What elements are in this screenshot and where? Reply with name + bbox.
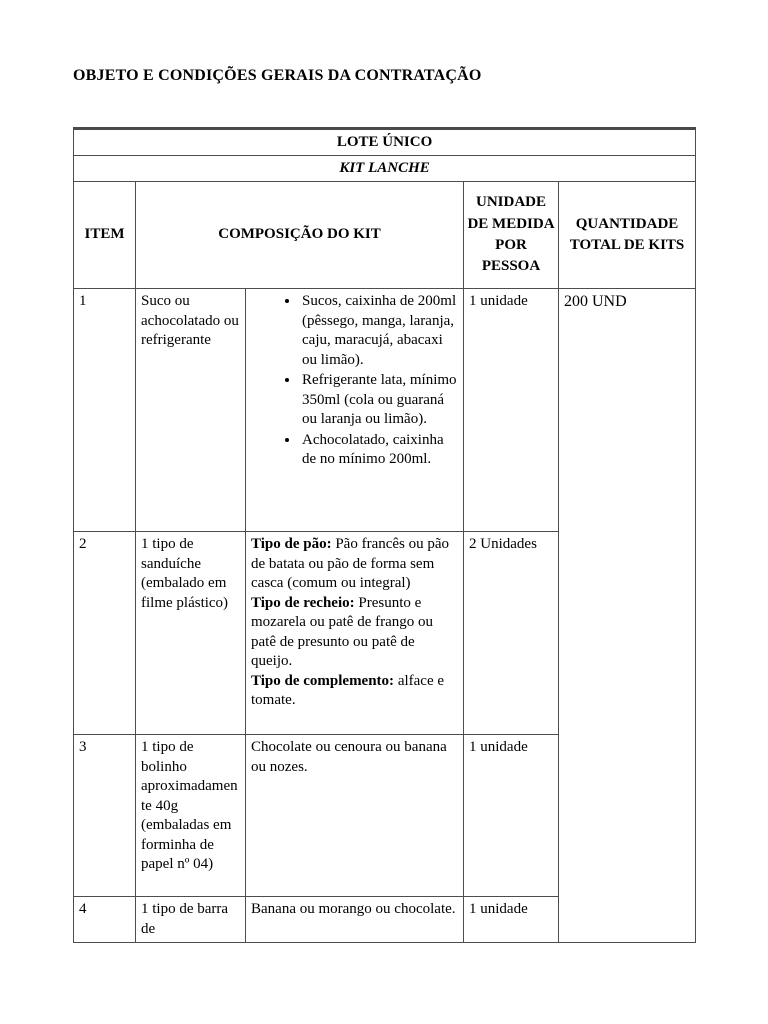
item-number-cell: 2 [74,532,136,735]
detail-text: Presunto e mozarela ou patê de frango ou patê de presunto ou patê de queijo. [251,594,433,669]
detail-label: Tipo de complemento: [251,672,395,689]
col-header-item: ITEM [74,182,136,289]
composition-detail-cell [246,532,464,735]
composition-detail-cell [246,289,464,532]
composition-detail-cell: Chocolate ou cenoura ou banana ou nozes. [246,735,464,897]
item-number-cell: 3 [74,735,136,897]
detail-paragraph [251,594,458,672]
lot-header-row [74,129,696,156]
composition-name-cell: 1 tipo de barra de [136,897,246,943]
page-title: OBJETO E CONDIÇÕES GERAIS DA CONTRATAÇÃO [73,67,482,84]
composition-name-cell: 1 tipo de sanduíche (embalado em filme plástico) [136,532,246,735]
unit-cell: 1 unidade [464,289,559,532]
composition-detail-cell: Banana ou morango ou chocolate. [246,897,464,943]
detail-text: Pão francês ou pão de batata ou pão de forma sem casca (comum ou integral) [251,536,450,591]
col-header-unit: UNIDADE DE MEDIDA POR PESSOA [464,182,559,289]
kit-header-row [74,156,696,182]
item-number-cell: 4 [74,897,136,943]
detail-label: Tipo de recheio: [251,594,355,611]
composition-bullet-list [251,292,458,470]
item-number-cell: 1 [74,289,136,532]
col-header-quantity: QUANTIDADE TOTAL DE KITS [559,182,696,289]
bullet-item: • Sucos, caixinha de 200ml (pêssego, manga, laranja, caju, maracujá, abacaxi ou limão). [300,292,458,370]
bullet-item: • Achocolatado, caixinha de no mínimo 200ml. [300,431,458,470]
detail-text: alface e tomate. [251,672,445,708]
detail-label: Tipo de pão: [251,536,332,552]
kit-header-cell: KIT LANCHE [74,156,696,182]
document-content [73,67,696,943]
table-row-1 [74,289,696,532]
unit-cell: 2 Unidades [464,532,559,735]
column-header-row [74,182,696,289]
col-header-composition: COMPOSIÇÃO DO KIT [136,182,464,289]
detail-paragraph [251,535,458,594]
composition-name-cell: 1 tipo de bolinho aproximadamente 40g (embaladas em forminha de papel nº 04) [136,735,246,897]
unit-cell: 1 unidade [464,735,559,897]
unit-cell: 1 unidade [464,897,559,943]
contract-table [73,127,696,943]
bullet-item: • Refrigerante lata, mínimo 350ml (cola ou guaraná ou laranja ou limão). [300,371,458,430]
total-quantity-cell: 200 UND [559,289,696,943]
lot-header-cell: LOTE ÚNICO [74,129,696,156]
composition-name-cell: Suco ou achocolatado ou refrigerante [136,289,246,532]
detail-paragraph [251,672,458,711]
